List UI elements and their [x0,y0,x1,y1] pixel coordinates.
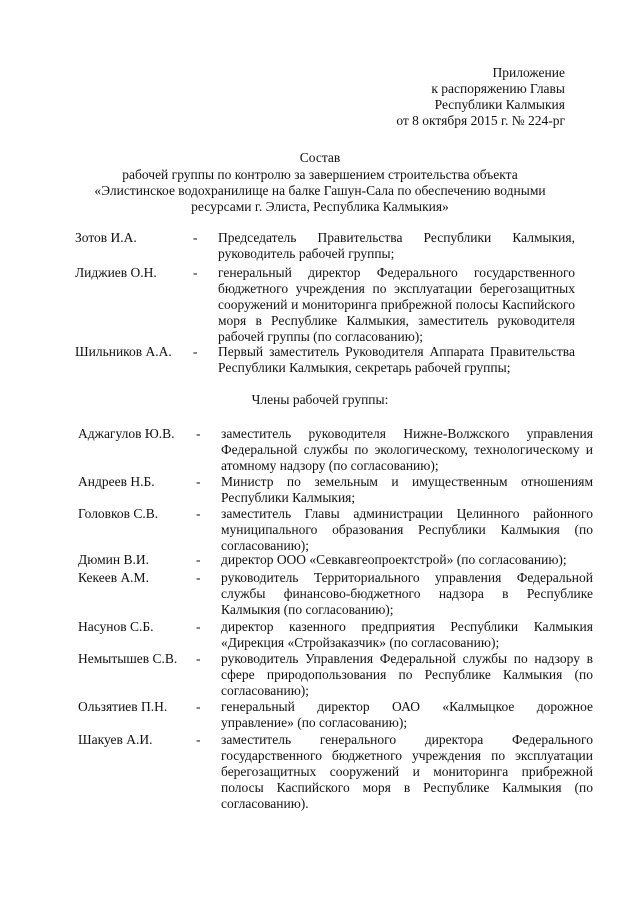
appendix-line: к распоряжению Главы [431,81,565,96]
dash: - [196,651,201,666]
person-role: директор ООО «Севкавгеопроектстрой» (по согласованию); [221,552,567,567]
dash: - [193,230,198,245]
document-title [70,150,570,215]
person-name: Ользятиев П.Н. [78,699,168,714]
person-role: генеральный директор ОАО «Калмыцкое дорожное управление» (по согласованию); [221,699,593,730]
person-role: Министр по земельным и имущественным отношениям Республики Калмыкия; [221,474,593,505]
person-role: руководитель Территориального управления Федеральной службы финансово-бюджетного надзора в Республике Калмыкия (по согласованию); [221,570,593,617]
person-role: директор казенного предприятия Республики Калмыкия «Дирекция «Стройзаказчик» (по согласованию); [221,619,593,650]
person-role: руководитель Управления Федеральной службы по надзору в сфере природопользования по Республике Калмыкия (по согласованию); [221,651,593,698]
dash: - [193,344,198,359]
dash: - [193,265,198,280]
person-name: Зотов И.А. [75,230,137,245]
person-role: генеральный директор Федерального государственного бюджетного учреждения по эксплуатации берегозащитных сооружений и мониторинга прибрежной полосы Каспийского моря в Республике Калмыкия, заместитель руководителя рабочей группы (по согласованию); [218,265,575,344]
person-name: Аджагулов Ю.В. [78,426,175,441]
appendix-line: от 8 октября 2015 г. № 224-рг [396,113,565,128]
title-line: Состав [299,150,341,165]
person-role: заместитель руководителя Нижне-Волжского управления Федеральной службы по экологическому, технологическому и атомному надзору (по согласованию); [221,426,593,473]
list-item [75,344,595,378]
person-name: Кекеев А.М. [78,570,149,585]
dash: - [196,506,201,521]
person-name: Шакуев А.И. [78,732,153,747]
appendix-line: Республики Калмыкия [434,97,565,112]
dash: - [196,474,201,489]
title-line: рабочей группы по контролю за завершением строительства объекта [122,167,518,182]
members-heading: Члены рабочей группы: [251,392,389,407]
dash: - [196,570,201,585]
person-name: Шильников А.А. [75,344,172,359]
person-name: Насунов С.Б. [78,619,154,634]
person-name: Головков С.В. [78,506,159,521]
title-line: ресурсами г. Элиста, Республика Калмыкия» [191,199,449,214]
appendix-line: Приложение [492,65,565,80]
dash: - [196,619,201,634]
person-name: Лиджиев О.Н. [75,265,157,280]
dash: - [196,552,201,567]
dash: - [196,699,201,714]
dash: - [196,426,201,441]
person-role: Первый заместитель Руководителя Аппарата Правительства Республики Калмыкия, секретарь рабочей группы; [218,344,575,375]
dash: - [196,732,201,747]
list-item [75,265,595,345]
title-line: «Элистинское водохранилище на балке Гашун-Сала по обеспечению водными [94,183,546,198]
person-role: заместитель генерального директора Федерального государственного бюджетного учреждения по эксплуатации берегозащитных сооружений и мониторинга прибрежной полосы Каспийского моря в Республике Калмыкия (по согласованию). [221,732,593,811]
list-item [75,230,595,264]
person-name: Немытышев С.В. [78,651,178,666]
person-name: Дюмин В.И. [78,552,149,567]
person-role: заместитель Главы администрации Целинного районного муниципального образования Республики Калмыкия (по согласованию); [221,506,593,553]
person-name: Андреев Н.Б. [78,474,155,489]
appendix-header [330,65,565,129]
person-role: Председатель Правительства Республики Калмыкия, руководитель рабочей группы; [218,230,575,261]
